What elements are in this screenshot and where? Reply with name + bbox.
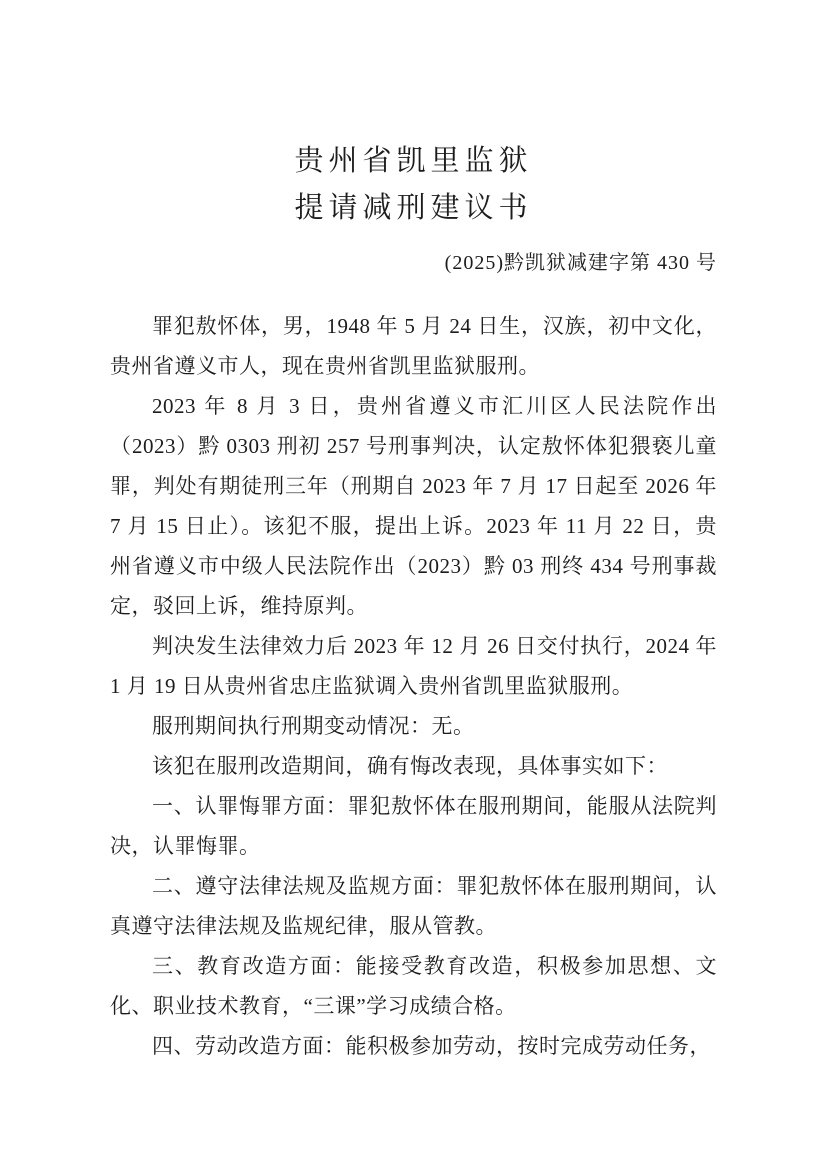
paragraph-judgment-history: 2023 年 8 月 3 日，贵州省遵义市汇川区人民法院作出（2023）黔 0303 刑初 257 号刑事判决，认定敖怀体犯猥亵儿童罪，判处有期徒刑三年（刑期自 2023 年 7 月 17 日起至 2026 年 7 月 15 日止）。该犯不服，提出上诉。2023 年 11 月 22 日，贵州省遵义市中级人民法院作出（2023）黔 03 刑终 434 号刑事裁定，驳回上诉，维持原判。 (110, 394, 717, 618)
paragraph-term-changes: 服刑期间执行刑期变动情况：无。 (152, 714, 475, 738)
paragraph-item-1-confession: 一、认罪悔罪方面：罪犯敖怀体在服刑期间，能服从法院判决，认罪悔罪。 (110, 794, 717, 858)
paragraph-item-4-labor: 四、劳动改造方面：能积极参加劳动，按时完成劳动任务， (152, 1034, 711, 1058)
document-content (110, 0, 717, 1066)
paragraph-execution-transfer: 判决发生法律效力后 2023 年 12 月 26 日交付执行，2024 年 1 月 19 日从贵州省忠庄监狱调入贵州省凯里监狱服刑。 (110, 634, 717, 698)
paragraph-prisoner-info: 罪犯敖怀体，男，1948 年 5 月 24 日生，汉族，初中文化，贵州省遵义市人，现在贵州省凯里监狱服刑。 (110, 314, 717, 378)
document-title-block (110, 138, 717, 232)
document-body (110, 306, 717, 1066)
document-number: (2025)黔凯狱减建字第 430 号 (444, 252, 717, 274)
paragraph-item-3-education: 三、教育改造方面：能接受教育改造，积极参加思想、文化、职业技术教育，“三课”学习成绩合格。 (110, 954, 717, 1018)
paragraph-item-2-rules: 二、遵守法律法规及监规方面：罪犯敖怀体在服刑期间，认真遵守法律法规及监规纪律，服从管教。 (110, 874, 717, 938)
document-title-org: 贵州省凯里监狱 (294, 145, 533, 177)
document-title-type: 提请减刑建议书 (294, 192, 533, 224)
paragraph-reform-intro: 该犯在服刑改造期间，确有悔改表现，具体事实如下： (152, 754, 668, 778)
